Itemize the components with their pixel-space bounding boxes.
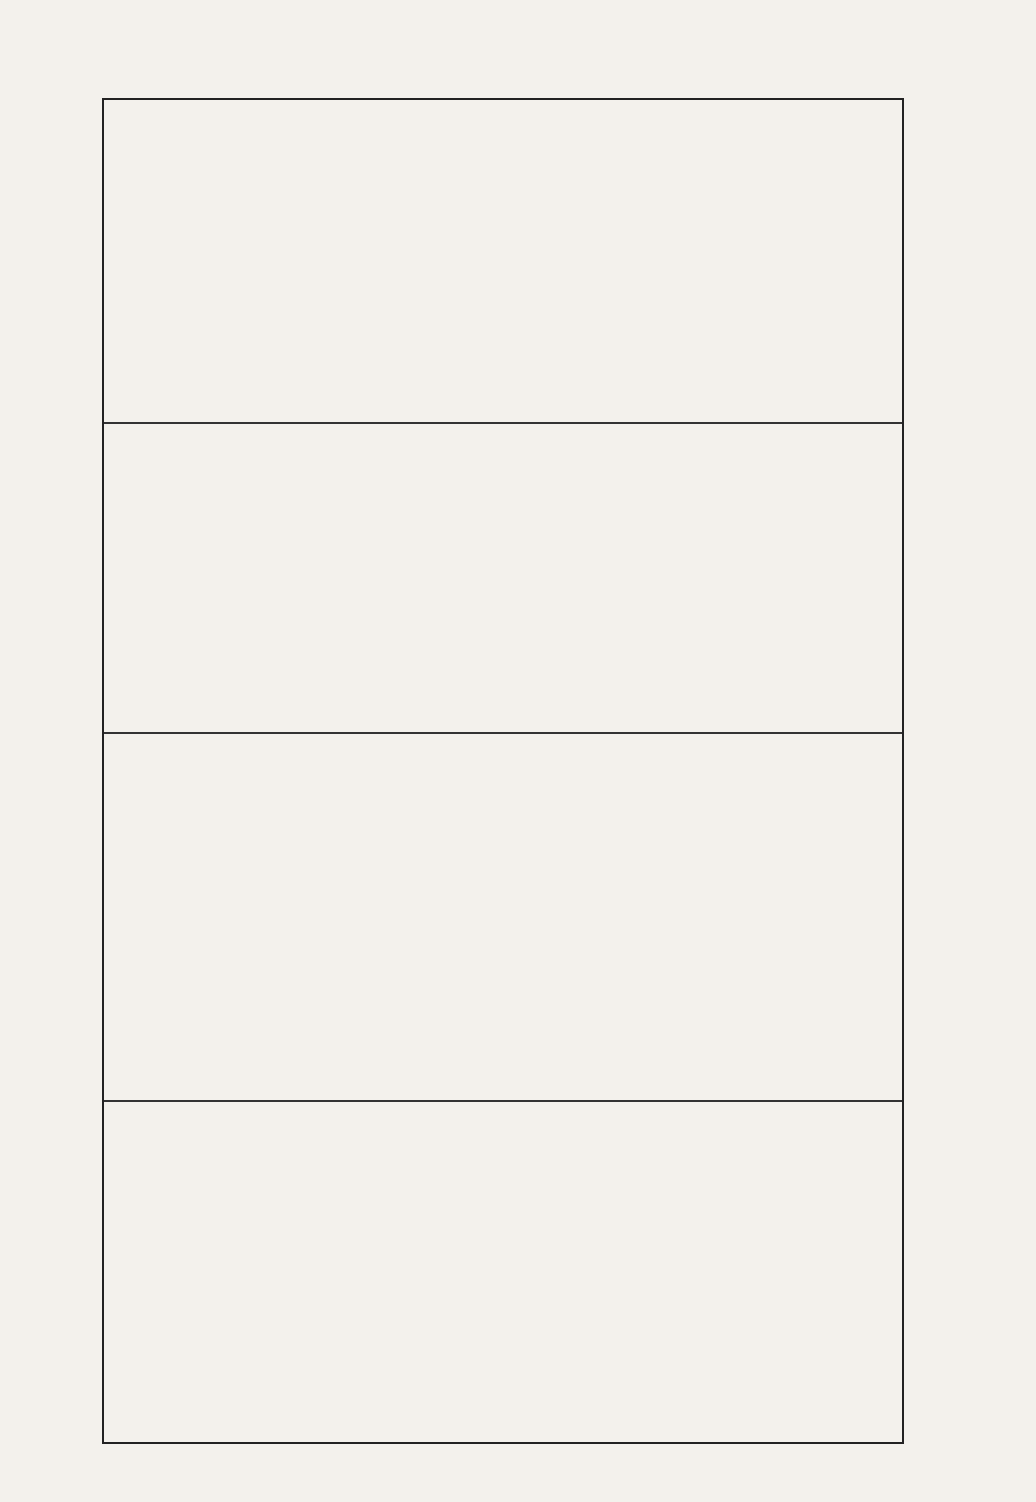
top-section <box>120 130 890 415</box>
section-fourth-period <box>112 1108 890 1436</box>
section-second-third-period <box>112 737 890 1097</box>
divider-2 <box>104 732 902 734</box>
divider-3 <box>104 1100 902 1102</box>
divider-1 <box>104 422 902 424</box>
section-first-period <box>120 428 890 724</box>
